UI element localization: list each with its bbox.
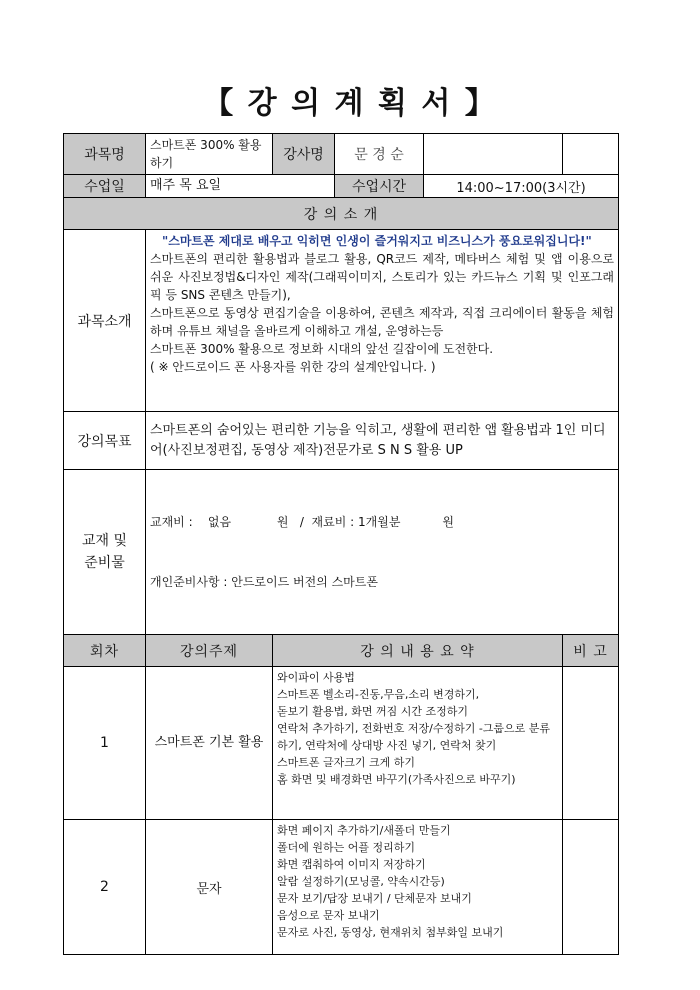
content-item: 화면 페이지 추가하기/새폴더 만들기	[277, 824, 451, 837]
document-title: 【 강 의 계 획 서 】	[203, 86, 497, 121]
lecture-plan-table	[63, 133, 619, 955]
day-label: 수업일	[64, 175, 146, 198]
content-item: 문자로 사진, 동영상, 현재위치 첨부화일 보내기	[277, 926, 504, 939]
blank-cell	[424, 134, 563, 175]
materials-row	[64, 470, 619, 635]
course-row	[64, 134, 619, 175]
day-value: 매주 목 요일	[146, 175, 335, 198]
intro-section-header: 강 의 소 개	[64, 198, 619, 230]
blank-cell	[563, 134, 619, 175]
content-item: 스마트폰 벨소리-진동,무음,소리 변경하기,	[277, 688, 480, 701]
course-value: 스마트폰 300% 활용하기	[146, 134, 273, 175]
content-item: 화면 캡춰하여 이미지 저장하기	[277, 858, 426, 871]
content-item: 음성으로 문자 보내기	[277, 909, 380, 922]
teacher-value: 문 경 순	[335, 134, 424, 175]
content-item: 폴더에 원하는 어플 정리하기	[277, 841, 416, 854]
intro-quote: "스마트폰 제대로 배우고 익히면 인생이 즐거워지고 비즈니스가 풍요로워집니다!"	[162, 234, 592, 248]
content-item: 연락처 추가하기, 전화번호 저장/수정하기 -그룹으로 분류하기, 연락처에 상대방 사진 넣기, 연락처 찾기	[277, 722, 551, 752]
intro-line: 스마트폰으로 동영상 편집기술을 이용하여, 콘텐츠 제작과, 직접 크리에이터 활동을 체험하며 유튜브 채널을 올바르게 이해하고 개설, 운영하는등	[150, 306, 615, 338]
session-row	[64, 667, 619, 820]
goal-label: 강의목표	[64, 412, 146, 470]
session-col-header: 회차	[64, 635, 146, 667]
goal-row	[64, 412, 619, 470]
goal-text: 스마트폰의 숨어있는 편리한 기능을 익히고, 생활에 편리한 앱 활용법과 1인 미디어(사진보정편집, 동영상 제작)전문가로 S N S 활용 UP	[146, 412, 619, 470]
session-number: 1	[64, 667, 146, 820]
session-content	[273, 820, 563, 955]
content-item: 돋보기 활용법, 화면 꺼짐 시간 조정하기	[277, 705, 468, 718]
intro-line: 스마트폰의 편리한 활용법과 블로그 활용, QR코드 제작, 메타버스 체험 및 앱 이용으로 쉬운 사진보정법&디자인 제작(그래픽이미지, 스토리가 있는 카드뉴스 기획 및 인포그래픽 등 SNS 콘텐츠 만들기),	[150, 252, 615, 302]
session-content	[273, 667, 563, 820]
intro-row	[64, 230, 619, 412]
materials-label-line: 교재 및	[81, 533, 128, 549]
session-note	[563, 820, 619, 955]
content-item: 홈 화면 및 배경화면 바꾸기(가족사진으로 바꾸기)	[277, 773, 516, 786]
course-label: 과목명	[64, 134, 146, 175]
time-label: 수업시간	[335, 175, 424, 198]
session-number: 2	[64, 820, 146, 955]
time-value: 14:00~17:00(3시간)	[424, 175, 619, 198]
intro-content	[146, 230, 619, 412]
topic-col-header: 강의주제	[146, 635, 273, 667]
session-note	[563, 667, 619, 820]
intro-header-row	[64, 198, 619, 230]
materials-label-line: 준비물	[84, 555, 125, 571]
teacher-label: 강사명	[273, 134, 335, 175]
materials-label	[64, 470, 146, 635]
schedule-info-row	[64, 175, 619, 198]
fee-text: 교재비 : 없음 원 / 재료비 : 1개월분 원	[150, 515, 454, 529]
session-topic: 스마트폰 기본 활용	[146, 667, 273, 820]
content-col-header: 강 의 내 용 요 약	[273, 635, 563, 667]
intro-line: ( ※ 안드로이드 폰 사용자를 위한 강의 설계안입니다. )	[150, 360, 436, 374]
materials-content	[146, 470, 619, 635]
intro-label: 과목소개	[64, 230, 146, 412]
session-row	[64, 820, 619, 955]
content-item: 와이파이 사용법	[277, 671, 355, 684]
content-item: 문자 보기/답장 보내기 / 단체문자 보내기	[277, 892, 472, 905]
content-item: 스마트폰 글자크기 크게 하기	[277, 756, 416, 769]
session-topic: 문자	[146, 820, 273, 955]
schedule-header-row	[64, 635, 619, 667]
content-item: 알람 설정하기(모닝콜, 약속시간등)	[277, 875, 445, 888]
prep-text: 개인준비사항 : 안드로이드 버전의 스마트폰	[150, 575, 378, 589]
note-col-header: 비 고	[563, 635, 619, 667]
intro-line: 스마트폰 300% 활용으로 정보화 시대의 앞선 길잡이에 도전한다.	[150, 342, 494, 356]
